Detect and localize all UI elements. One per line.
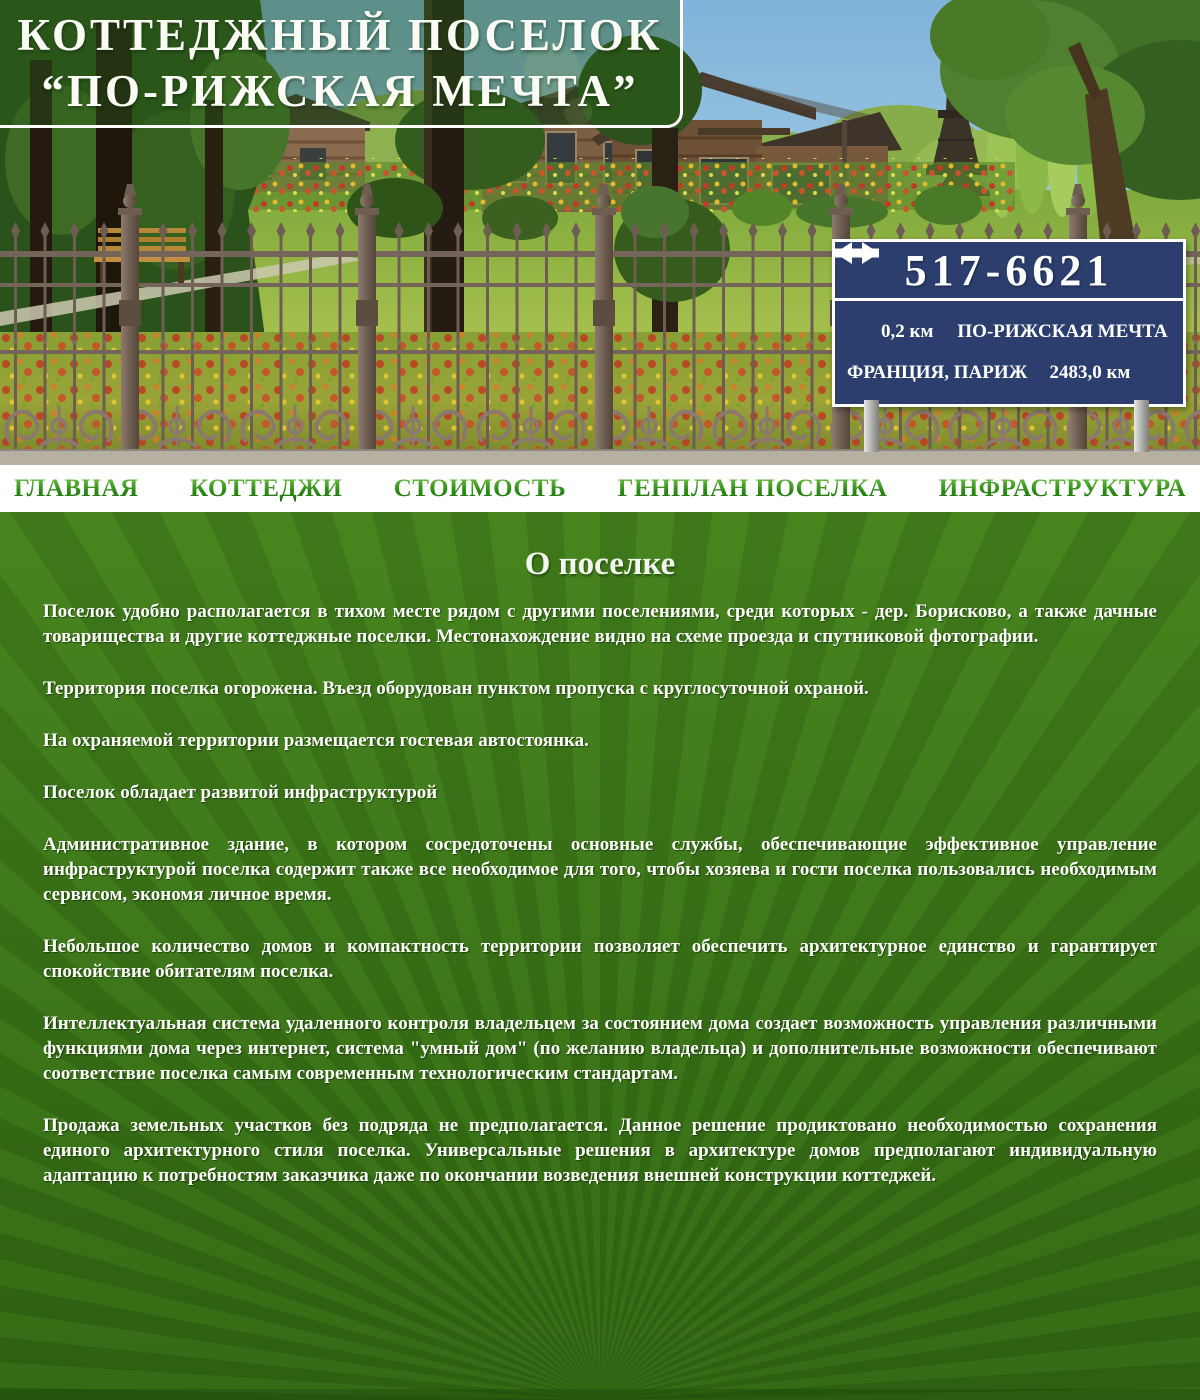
phone-number: 517-6621 xyxy=(835,242,1183,301)
nav-item-prices[interactable]: СТОИМОСТЬ xyxy=(393,474,567,502)
sign-post-right xyxy=(1134,400,1149,452)
sign-row-village xyxy=(847,321,1171,343)
sign-distance-paris: 2483,0 км xyxy=(1049,361,1131,383)
paragraph-smart-home: Интеллектуальная система удаленного контроля владельцем за состоянием дома создает возможность управления различными функциями дома через интернет, система "умный дом" (по желанию владельца) и дополнительные возможности обеспечивают соответствие поселка самым современным технологическим стандартам. xyxy=(43,1013,1157,1084)
nav-item-home[interactable]: ГЛАВНАЯ xyxy=(14,474,139,502)
page-title: О поселке xyxy=(524,546,676,582)
nav-item-cottages[interactable]: КОТТЕДЖИ xyxy=(189,474,343,502)
nav-item-infrastructure[interactable]: ИНФРАСТРУКТУРА xyxy=(938,474,1186,502)
footer-strip xyxy=(0,1389,1200,1400)
paragraph-land-sales: Продажа земельных участков без подряда не предполагается. Данное решение продиктовано необходимостью сохранения единого архитектурного стиля поселка. Универсальные решения в архитектуре домов предполагают индивидуальную адаптацию к потребностям заказчика даже по окончании возведения внешней конструкции коттеджей. xyxy=(43,1115,1157,1186)
site-title-line2: “ПО-РИЖСКАЯ МЕЧТА” xyxy=(41,65,639,116)
paragraph-admin-building: Административное здание, в котором сосредоточены основные службы, обеспечивающие эффективное управление инфраструктурой поселка содержит также все необходимое для того, чтобы хозяева и гости поселка пользовались необходимым сервисом, экономя личное время. xyxy=(43,834,1157,905)
paragraph-infrastructure: Поселок обладает развитой инфраструктурой xyxy=(43,782,438,803)
sign-post-left xyxy=(864,400,879,452)
main-navigation xyxy=(0,465,1200,512)
paragraph-parking: На охраняемой территории размещается гостевая автостоянка. xyxy=(43,730,589,751)
sign-label-paris: ФРАНЦИЯ, ПАРИЖ xyxy=(847,361,1028,383)
road-sign xyxy=(832,239,1186,407)
paragraph-security: Территория поселка огорожена. Въезд оборудован пунктом пропуска с круглосуточной охраной. xyxy=(43,678,869,699)
site-logo-banner[interactable] xyxy=(0,0,683,128)
road-sign-directions xyxy=(835,301,1183,404)
sign-distance-village: 0,2 км xyxy=(881,321,934,343)
paragraph-architecture-unity: Небольшое количество домов и компактность территории позволяет обеспечить архитектурное единство и гарантирует спокойствие обитателям поселка. xyxy=(43,936,1157,982)
nav-item-masterplan[interactable]: ГЕНПЛАН ПОСЕЛКА xyxy=(617,474,888,502)
sign-row-paris xyxy=(847,362,1171,384)
site-title-line1: КОТТЕДЖНЫЙ ПОСЕЛОК xyxy=(17,9,663,60)
right-arrow-icon xyxy=(835,242,879,264)
about-section xyxy=(0,512,1200,1400)
paragraph-location: Поселок удобно располагается в тихом месте рядом с другими поселениями, среди которых - дер. Борисково, а также дачные товарищества и другие коттеджные поселки. Местонахождение видно на схеме проезда и спутниковой фотографии. xyxy=(43,601,1157,647)
hero-photo xyxy=(0,0,1200,465)
sign-label-village: ПО-РИЖСКАЯ МЕЧТА xyxy=(957,321,1168,343)
